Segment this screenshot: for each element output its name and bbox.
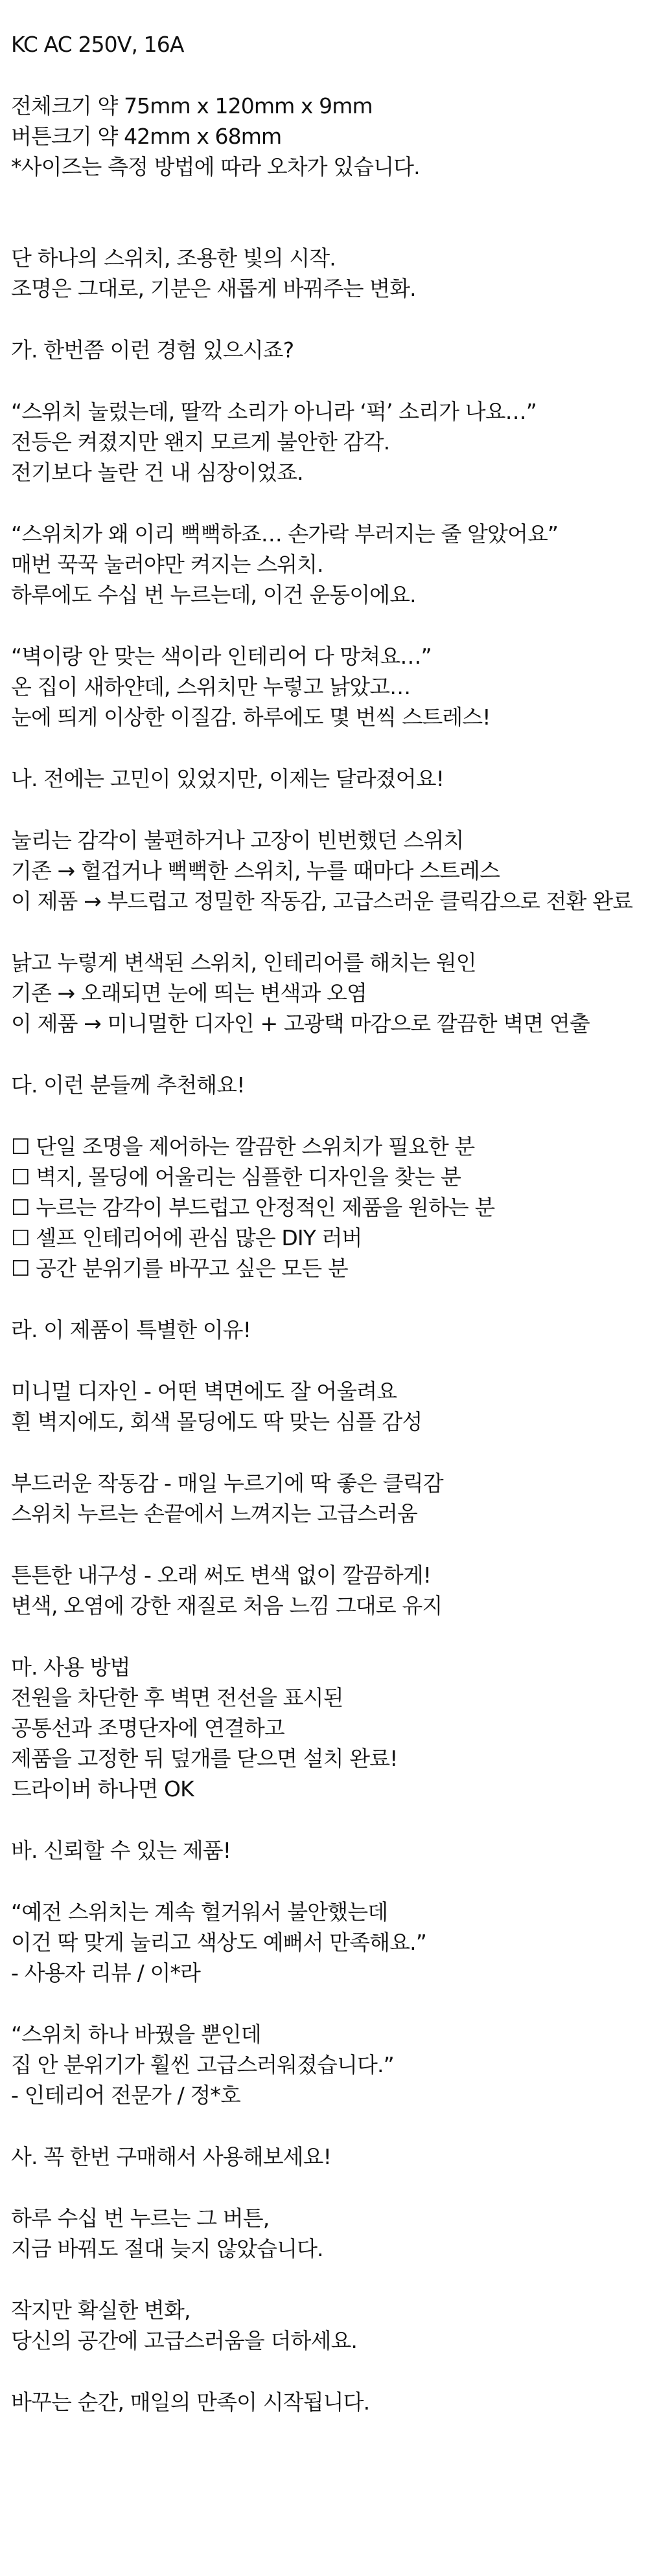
block-feature-1 — [11, 1376, 648, 1437]
spec-line: KC AC 250V, 16A — [11, 32, 184, 57]
feature-desc: 스위치 누르는 손끝에서 느껴지는 고급스러움 — [11, 1501, 417, 1526]
quote-line: “스위치 눌렀는데, 딸깍 소리가 아니라 ‘퍽’ 소리가 나요…” — [11, 399, 537, 424]
block-feature-3 — [11, 1560, 648, 1621]
checklist-item: ☐ 셀프 인테리어에 관심 많은 DIY 러버 — [11, 1225, 362, 1250]
size-line: 전체크기 약 75mm x 120mm x 9mm — [11, 93, 373, 119]
block-intro — [11, 243, 648, 304]
text-line: 눌리는 감각이 불편하거나 고장이 빈번했던 스위치 — [11, 828, 464, 853]
feature-title: 튼튼한 내구성 - 오래 써도 변색 없이 깔끔하게! — [11, 1563, 432, 1588]
review-author: - 인테리어 전문가 / 정*호 — [11, 2083, 240, 2108]
heading-ba — [11, 1835, 648, 1866]
section-heading: 나. 전에는 고민이 있었지만, 이제는 달라졌어요! — [11, 766, 445, 791]
feature-title: 미니멀 디자인 - 어떤 벽면에도 잘 어울려요 — [11, 1379, 397, 1404]
review-quote: 이건 딱 맞게 눌리고 색상도 예뻐서 만족해요.” — [11, 1930, 426, 1955]
section-heading: 다. 이런 분들께 추천해요! — [11, 1072, 245, 1098]
block-compare-1 — [11, 825, 648, 916]
section-heading: 라. 이 제품이 특별한 이유! — [11, 1317, 251, 1342]
block-recommend-list — [11, 1131, 648, 1283]
feature-desc: 변색, 오염에 강한 재질로 처음 느낌 그대로 유지 — [11, 1593, 443, 1618]
text-line: 제품을 고정한 뒤 덮개를 닫으면 설치 완료! — [11, 1746, 398, 1771]
heading-ga — [11, 335, 648, 365]
review-quote: “예전 스위치는 계속 헐거워서 불안했는데 — [11, 1899, 388, 1925]
quote-line: “스위치가 왜 이리 뻑뻑하죠… 손가락 부러지는 줄 알았어요” — [11, 521, 559, 547]
section-heading: 사. 꼭 한번 구매해서 사용해보세요! — [11, 2144, 331, 2169]
text-line: 기존 → 오래되면 눈에 띄는 변색과 오염 — [11, 980, 367, 1006]
section-heading: 가. 한번쯤 이런 경험 있으시죠? — [11, 337, 294, 363]
text-line: 매번 꾹꾹 눌러야만 켜지는 스위치. — [11, 552, 323, 577]
block-pain-2 — [11, 519, 648, 610]
block-size — [11, 91, 648, 182]
text-line: 당신의 공간에 고급스러움을 더하세요. — [11, 2328, 358, 2353]
text-line: 하루에도 수십 번 누르는데, 이건 운동이에요. — [11, 582, 416, 607]
block-spec — [11, 29, 648, 60]
text-line: 작지만 확실한 변화, — [11, 2298, 191, 2323]
text-line: 전기보다 놀란 건 내 심장이었죠. — [11, 460, 303, 485]
text-line: 눈에 띄게 이상한 이질감. 하루에도 몇 번씩 스트레스! — [11, 705, 491, 730]
text-line: 이 제품 → 부드럽고 정밀한 작동감, 고급스러운 클릭감으로 전환 완료 — [11, 888, 633, 914]
heading-na — [11, 763, 648, 794]
review-quote: 집 안 분위기가 훨씬 고급스러워졌습니다.” — [11, 2052, 394, 2077]
block-review-1 — [11, 1897, 648, 1988]
text-line: 드라이버 하나면 OK — [11, 1776, 194, 1802]
section-heading: 바. 신뢰할 수 있는 제품! — [11, 1838, 231, 1863]
text-line: 전원을 차단한 후 벽면 전선을 표시된 — [11, 1685, 343, 1710]
text-line: 기존 → 헐겁거나 뻑뻑한 스위치, 누를 때마다 스트레스 — [11, 858, 500, 883]
block-feature-2 — [11, 1468, 648, 1529]
text-line: 이 제품 → 미니멀한 디자인 + 고광택 마감으로 깔끔한 벽면 연출 — [11, 1011, 590, 1036]
block-review-2 — [11, 2019, 648, 2110]
intro-line: 조명은 그대로, 기분은 새롭게 바꿔주는 변화. — [11, 276, 416, 301]
checklist-item: ☐ 단일 조명을 제어하는 깔끔한 스위치가 필요한 분 — [11, 1134, 475, 1159]
size-line: 버튼크기 약 42mm x 68mm — [11, 124, 282, 149]
text-line: 낡고 누렇게 변색된 스위치, 인테리어를 해치는 원인 — [11, 950, 476, 975]
checklist-item: ☐ 벽지, 몰딩에 어울리는 심플한 디자인을 찾는 분 — [11, 1164, 461, 1190]
block-howto — [11, 1652, 648, 1804]
text-line: 온 집이 새하얀데, 스위치만 누렇고 낡았고… — [11, 674, 411, 699]
text-line: 지금 바꿔도 절대 늦지 않았습니다. — [11, 2236, 323, 2261]
text-line: 전등은 켜졌지만 왠지 모르게 불안한 감각. — [11, 429, 390, 455]
block-pain-1 — [11, 396, 648, 488]
section-heading: 마. 사용 방법 — [11, 1655, 130, 1680]
text-line: 공통선과 조명단자에 연결하고 — [11, 1715, 284, 1741]
block-closing-2 — [11, 2295, 648, 2356]
checklist-item: ☐ 공간 분위기를 바꾸고 싶은 모든 분 — [11, 1256, 348, 1281]
heading-da — [11, 1070, 648, 1100]
feature-title: 부드러운 작동감 - 매일 누르기에 딱 좋은 클릭감 — [11, 1471, 443, 1496]
block-compare-2 — [11, 947, 648, 1039]
heading-sa — [11, 2141, 648, 2172]
quote-line: “벽이랑 안 맞는 색이라 인테리어 다 망쳐요…” — [11, 644, 432, 669]
text-line: 바꾸는 순간, 매일의 만족이 시작됩니다. — [11, 2390, 370, 2415]
block-pain-3 — [11, 641, 648, 732]
text-line: 하루 수십 번 누르는 그 버튼, — [11, 2206, 270, 2231]
intro-line: 단 하나의 스위치, 조용한 빛의 시작. — [11, 245, 336, 271]
feature-desc: 흰 벽지에도, 회색 몰딩에도 딱 맞는 심플 감성 — [11, 1409, 422, 1434]
block-closing-1 — [11, 2203, 648, 2264]
size-note: *사이즈는 측정 방법에 따라 오차가 있습니다. — [11, 154, 420, 179]
block-closing-3 — [11, 2387, 648, 2417]
review-quote: “스위치 하나 바꿨을 뿐인데 — [11, 2022, 261, 2047]
checklist-item: ☐ 누르는 감각이 부드럽고 안정적인 제품을 원하는 분 — [11, 1195, 495, 1220]
heading-ra — [11, 1315, 648, 1345]
review-author: - 사용자 리뷰 / 이*라 — [11, 1960, 201, 1985]
